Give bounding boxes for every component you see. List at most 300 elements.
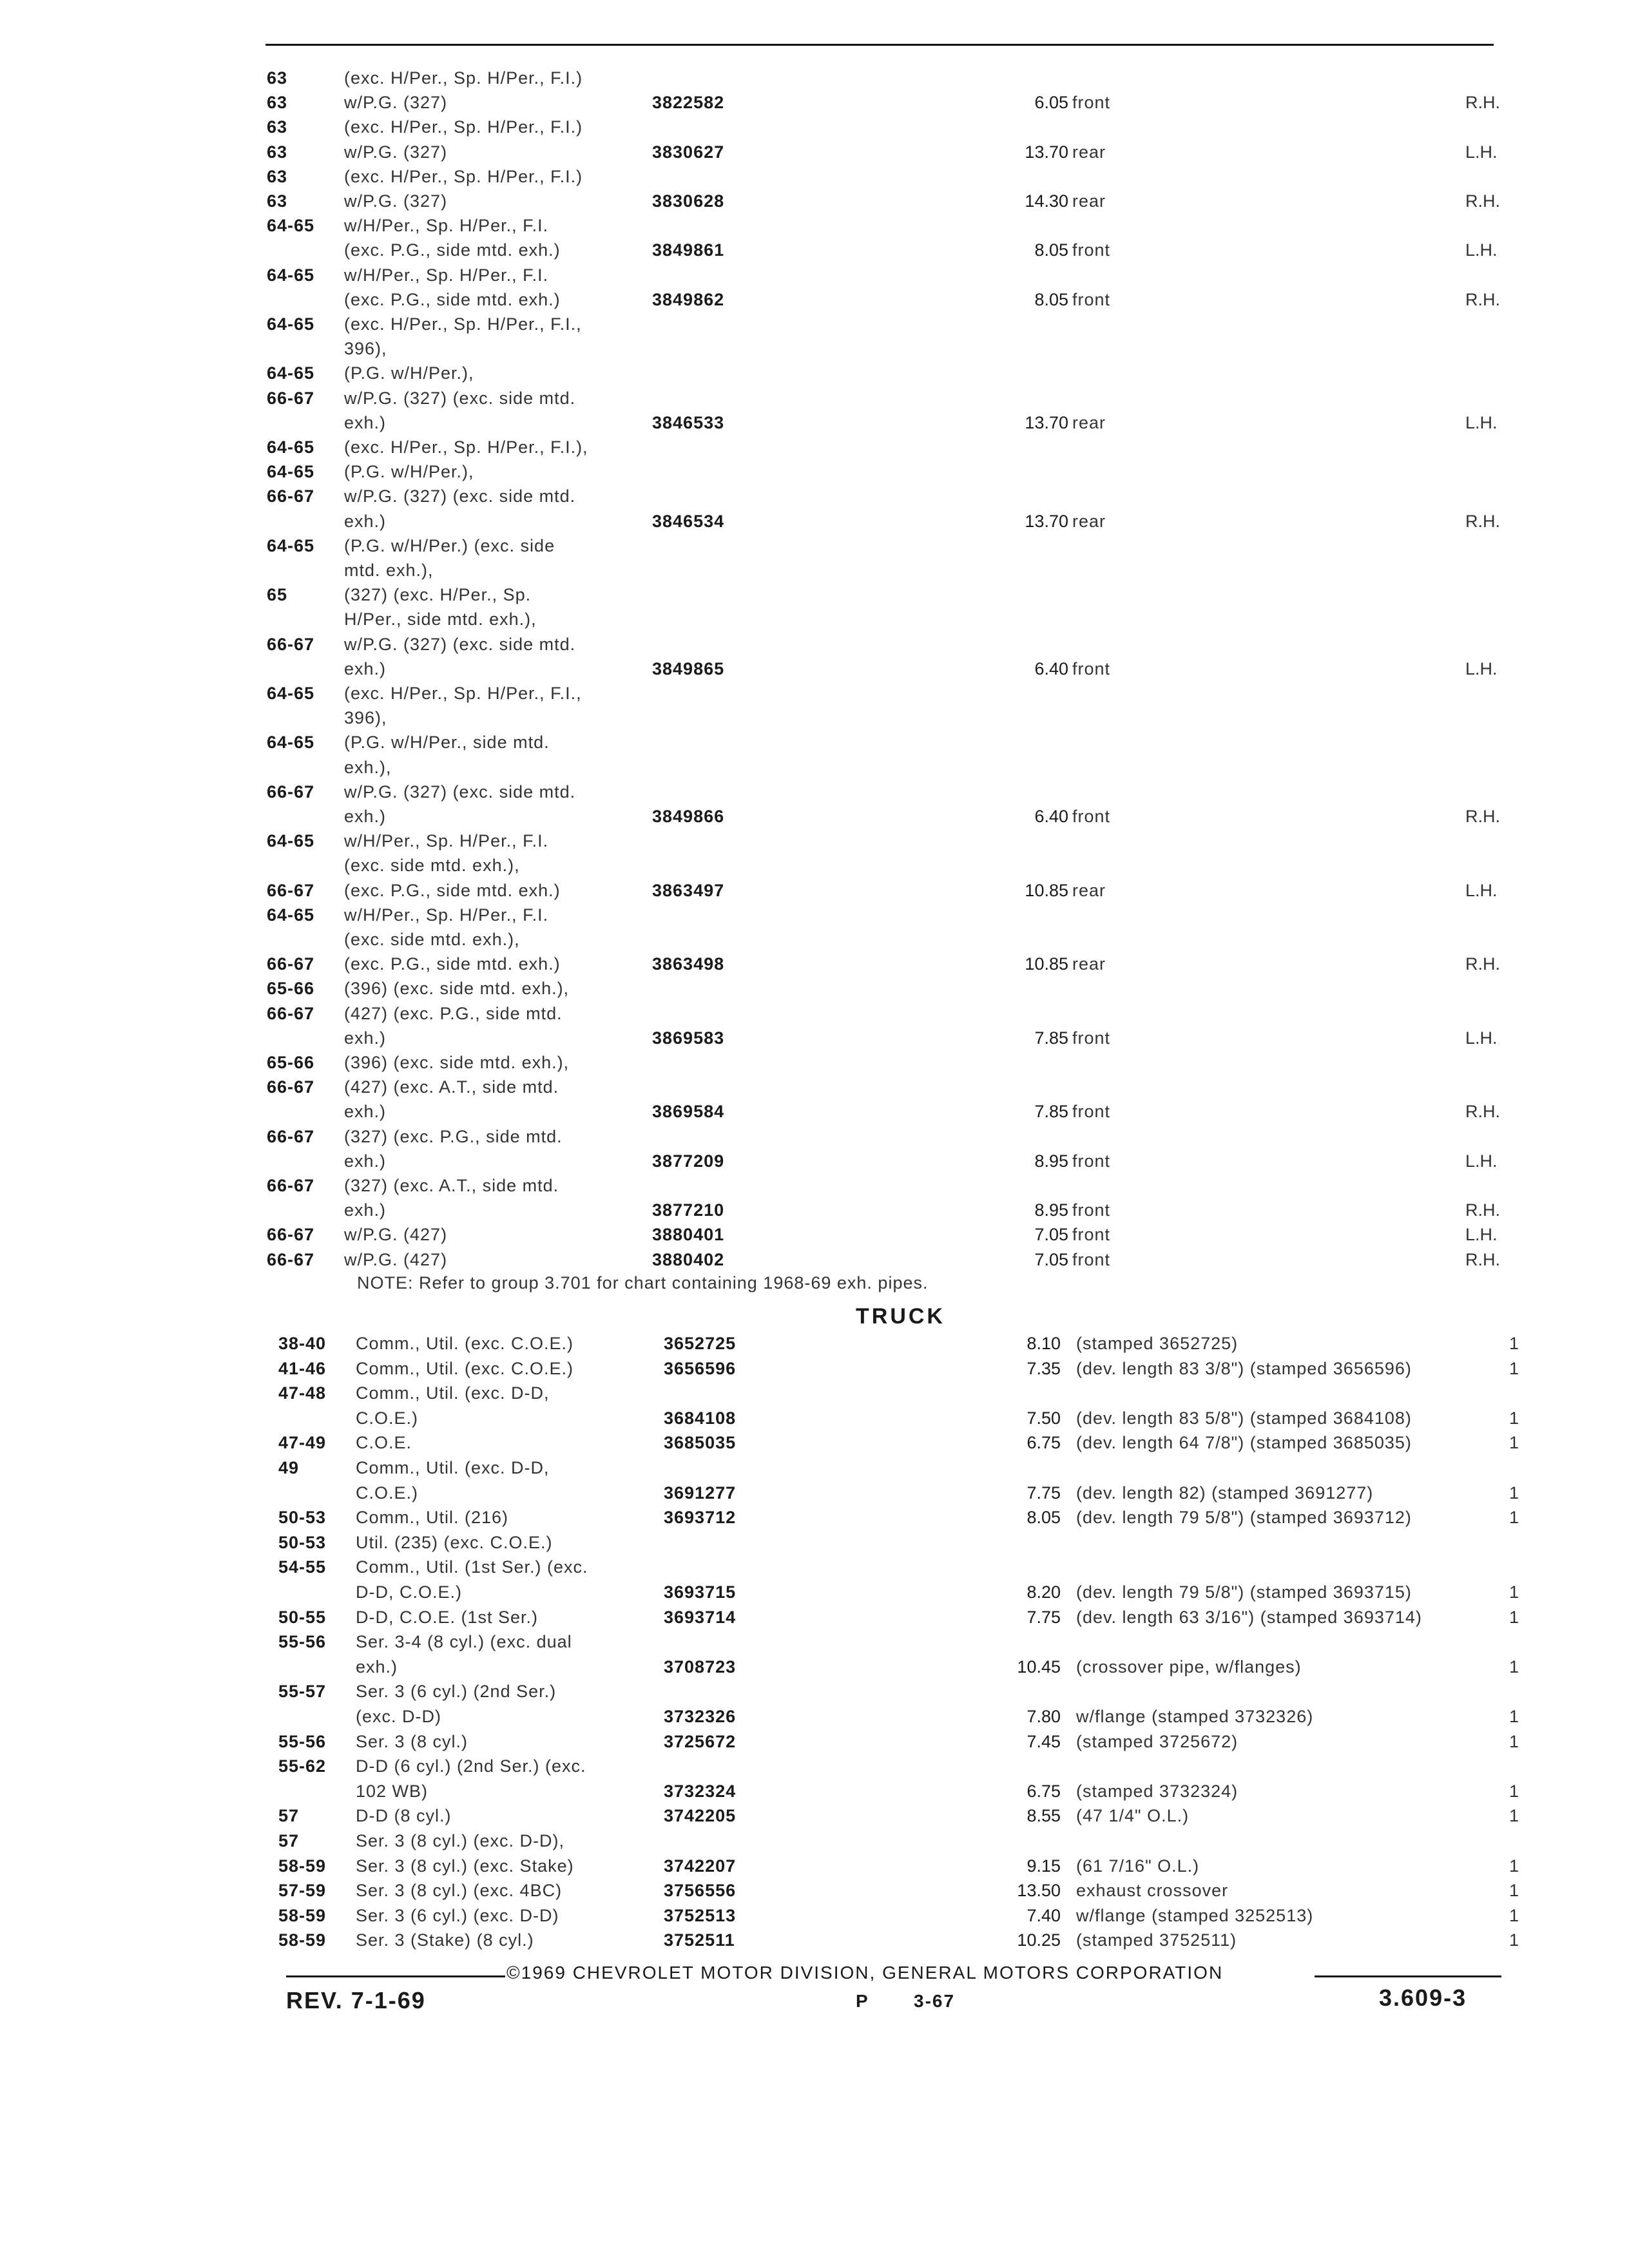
description: exh.): [344, 1200, 387, 1220]
parts-row: [267, 510, 1510, 532]
quantity: 1: [1509, 1483, 1519, 1503]
part-number: 3846534: [652, 511, 725, 531]
price: 8.05: [1034, 289, 1068, 309]
description: (396) (exc. side mtd. exh.),: [344, 1053, 570, 1072]
model-year: 50-53: [278, 1508, 327, 1528]
parts-row: [267, 977, 1510, 999]
model-year: 57: [278, 1806, 300, 1826]
parts-row: [267, 805, 1510, 827]
parts-row: [278, 1606, 1522, 1628]
position-note: front: [1072, 1028, 1111, 1048]
part-number: 3863497: [652, 880, 725, 900]
page-number: 3-67: [914, 1991, 956, 2011]
price: 13.50: [1017, 1881, 1061, 1901]
description: (327) (exc. P.G., side mtd.: [344, 1126, 563, 1146]
parts-row: [278, 1680, 1522, 1702]
part-number: 3742205: [664, 1806, 737, 1826]
part-number: 3830627: [652, 142, 725, 162]
model-year: 64-65: [267, 265, 315, 285]
part-number: 3742207: [664, 1856, 737, 1876]
description: w/H/Per., Sp. H/Per., F.I.: [344, 265, 549, 285]
side: L.H.: [1465, 412, 1498, 432]
position-note: front: [1072, 807, 1111, 826]
parts-row: [278, 1332, 1522, 1354]
description: Comm., Util. (216): [356, 1508, 509, 1528]
model-year: 64-65: [267, 733, 315, 753]
part-number: 3880402: [652, 1249, 725, 1269]
description: (exc. H/Per., Sp. H/Per., F.I.): [344, 68, 583, 88]
description: Ser. 3 (Stake) (8 cyl.): [356, 1930, 534, 1950]
parts-row: [267, 1052, 1510, 1073]
model-year: 64-65: [267, 905, 315, 925]
model-year: 50-53: [278, 1532, 327, 1552]
part-number: 3849862: [652, 289, 725, 309]
model-year: 63: [267, 68, 288, 88]
description: (427) (exc. P.G., side mtd.: [344, 1003, 563, 1023]
part-number: 3863498: [652, 954, 725, 974]
part-number: 3822582: [652, 93, 725, 113]
price: 13.70: [1025, 511, 1068, 531]
position-note: front: [1072, 1151, 1111, 1171]
position-note: (dev. length 83 3/8") (stamped 3656596): [1076, 1358, 1412, 1378]
parts-row: [267, 239, 1510, 261]
parts-row: [267, 461, 1510, 483]
description: (exc. side mtd. exh.),: [344, 930, 520, 949]
quantity: 1: [1509, 1856, 1519, 1876]
model-year: 65-66: [267, 1053, 315, 1072]
description: (427) (exc. A.T., side mtd.: [344, 1077, 559, 1097]
description: Util. (235) (exc. C.O.E.): [356, 1532, 553, 1552]
model-year: 55-56: [278, 1731, 327, 1751]
part-number: 3693712: [664, 1508, 737, 1528]
model-year: 47-49: [278, 1433, 327, 1453]
side: R.H.: [1465, 1249, 1500, 1269]
model-year: 63: [267, 142, 288, 162]
part-number: 3869583: [652, 1028, 725, 1048]
parts-row: [267, 215, 1510, 236]
side: L.H.: [1465, 880, 1498, 900]
description: (396) (exc. side mtd. exh.),: [344, 979, 570, 999]
part-number: 3752513: [664, 1905, 737, 1925]
price: 10.25: [1017, 1930, 1061, 1950]
price: 7.75: [1027, 1483, 1061, 1503]
price: 6.40: [1034, 807, 1068, 826]
side: R.H.: [1465, 1200, 1500, 1220]
description: 396),: [344, 339, 387, 359]
price: 8.55: [1027, 1806, 1061, 1826]
position-note: rear: [1072, 954, 1106, 974]
part-number: 3652725: [664, 1334, 737, 1353]
parts-row: [267, 658, 1510, 680]
parts-row: [278, 1457, 1522, 1479]
quantity: 1: [1509, 1607, 1519, 1627]
model-year: 58-59: [278, 1856, 327, 1876]
description: w/P.G. (327) (exc. side mtd.: [344, 634, 576, 654]
top-rule: [265, 44, 1494, 46]
model-year: 66-67: [267, 486, 315, 506]
description: D-D (6 cyl.) (2nd Ser.) (exc.: [356, 1756, 586, 1776]
description: Comm., Util. (exc. D-D,: [356, 1458, 550, 1477]
model-year: 66-67: [267, 1126, 315, 1146]
side: R.H.: [1465, 807, 1500, 826]
price: 13.70: [1025, 412, 1068, 432]
model-year: 66-67: [267, 1249, 315, 1269]
position-note: front: [1072, 240, 1111, 260]
parts-row: [267, 436, 1510, 458]
position-note: (dev. length 79 5/8") (stamped 3693715): [1076, 1582, 1412, 1602]
description: Ser. 3 (8 cyl.) (exc. 4BC): [356, 1881, 563, 1901]
parts-row: [278, 1905, 1522, 1927]
side: L.H.: [1465, 1151, 1498, 1171]
description: (exc. P.G., side mtd. exh.): [344, 954, 561, 974]
position-note: front: [1072, 93, 1111, 113]
side: L.H.: [1465, 1225, 1498, 1245]
description: Ser. 3 (8 cyl.): [356, 1731, 468, 1751]
description: (P.G. w/H/Per., side mtd.: [344, 733, 550, 753]
parts-row: [278, 1929, 1522, 1951]
parts-row: [278, 1432, 1522, 1454]
description: Comm., Util. (exc. D-D,: [356, 1383, 550, 1403]
description: 102 WB): [356, 1781, 429, 1801]
part-number: 3708723: [664, 1657, 737, 1677]
quantity: 1: [1509, 1881, 1519, 1901]
part-number: 3684108: [664, 1408, 737, 1428]
position-note: exhaust crossover: [1076, 1881, 1229, 1901]
model-year: 50-55: [278, 1607, 327, 1627]
description: w/H/Per., Sp. H/Per., F.I.: [344, 216, 549, 236]
model-year: 65-66: [267, 979, 315, 999]
model-year: 64-65: [267, 363, 315, 383]
parts-row: [267, 190, 1510, 212]
parts-row: [267, 953, 1510, 975]
model-year: 66-67: [267, 880, 315, 900]
description: exh.): [344, 1028, 387, 1048]
section-number: 3.609-3: [1379, 1984, 1467, 2011]
part-number: 3725672: [664, 1731, 737, 1751]
model-year: 55-57: [278, 1682, 327, 1702]
price: 8.95: [1034, 1200, 1068, 1220]
description: exh.),: [344, 757, 392, 777]
model-year: 63: [267, 166, 288, 186]
description: (exc. H/Per., Sp. H/Per., F.I.): [344, 166, 583, 186]
price: 7.80: [1027, 1707, 1061, 1726]
footer-rule-left: [286, 1975, 505, 1977]
page-p: P: [856, 1991, 869, 2011]
parts-row: [267, 67, 1510, 89]
parts-row: [267, 756, 1510, 778]
model-year: 66-67: [267, 1225, 315, 1245]
description: exh.): [344, 412, 387, 432]
position-note: (47 1/4" O.L.): [1076, 1806, 1190, 1826]
quantity: 1: [1509, 1731, 1519, 1751]
model-year: 65: [267, 585, 288, 605]
description: (P.G. w/H/Per.),: [344, 363, 474, 383]
description: exh.): [344, 807, 387, 826]
model-year: 63: [267, 93, 288, 113]
parts-row: [267, 387, 1510, 409]
model-year: 66-67: [267, 954, 315, 974]
description: H/Per., side mtd. exh.),: [344, 610, 537, 629]
description: w/P.G. (427): [344, 1225, 448, 1245]
position-note: (dev. length 83 5/8") (stamped 3684108): [1076, 1408, 1412, 1428]
quantity: 1: [1509, 1657, 1519, 1677]
description: (exc. P.G., side mtd. exh.): [344, 880, 561, 900]
side: R.H.: [1465, 1102, 1500, 1122]
quantity: 1: [1509, 1582, 1519, 1602]
parts-row: [267, 313, 1510, 335]
description: Comm., Util. (exc. C.O.E.): [356, 1334, 574, 1353]
description: (exc. H/Per., Sp. H/Per., F.I.,: [344, 314, 582, 334]
description: exh.): [344, 658, 387, 678]
model-year: 41-46: [278, 1358, 327, 1378]
description: exh.): [356, 1657, 398, 1677]
model-year: 64-65: [267, 684, 315, 703]
price: 7.50: [1027, 1408, 1061, 1428]
position-note: rear: [1072, 191, 1106, 211]
model-year: 55-62: [278, 1756, 327, 1776]
parts-row: [267, 731, 1510, 753]
footer-rule-right: [1315, 1975, 1501, 1977]
description: D-D, C.O.E.): [356, 1582, 462, 1602]
parts-row: [278, 1382, 1522, 1404]
description: exh.): [344, 1151, 387, 1171]
description: w/P.G. (327): [344, 93, 448, 113]
description: w/H/Per., Sp. H/Per., F.I.: [344, 905, 549, 925]
parts-row: [267, 535, 1510, 557]
parts-row: [278, 1855, 1522, 1877]
parts-row: [267, 584, 1510, 606]
model-year: 64-65: [267, 831, 315, 851]
price: 10.45: [1017, 1657, 1061, 1677]
quantity: 1: [1509, 1930, 1519, 1950]
model-year: 66-67: [267, 1003, 315, 1023]
price: 9.15: [1027, 1856, 1061, 1876]
price: 7.45: [1027, 1731, 1061, 1751]
parts-row: [267, 559, 1510, 581]
description: w/P.G. (327): [344, 191, 448, 211]
parts-row: [267, 1027, 1510, 1049]
description: C.O.E.): [356, 1483, 419, 1503]
position-note: front: [1072, 1200, 1111, 1220]
model-year: 63: [267, 117, 288, 137]
description: Ser. 3 (6 cyl.) (exc. D-D): [356, 1905, 559, 1925]
note-text: NOTE: Refer to group 3.701 for chart containing 1968-69 exh. pipes.: [357, 1273, 929, 1293]
parts-row: [267, 682, 1510, 704]
parts-row: [278, 1358, 1522, 1379]
position-note: front: [1072, 1249, 1111, 1269]
description: exh.): [344, 511, 387, 531]
description: C.O.E.: [356, 1433, 412, 1453]
model-year: 57-59: [278, 1881, 327, 1901]
description: (exc. H/Per., Sp. H/Per., F.I.,: [344, 684, 582, 703]
model-year: 66-67: [267, 634, 315, 654]
parts-row: [267, 485, 1510, 507]
price: 7.05: [1034, 1249, 1068, 1269]
price: 6.75: [1027, 1781, 1061, 1801]
copyright-line: ©1969 CHEVROLET MOTOR DIVISION, GENERAL MOTORS CORPORATION: [506, 1963, 1224, 1983]
position-note: front: [1072, 289, 1111, 309]
part-number: 3656596: [664, 1358, 737, 1378]
parts-row: [278, 1532, 1522, 1553]
parts-row: [267, 854, 1510, 876]
parts-row: [267, 633, 1510, 655]
price: 8.05: [1034, 240, 1068, 260]
parts-row: [278, 1581, 1522, 1603]
quantity: 1: [1509, 1806, 1519, 1826]
price: 10.85: [1025, 954, 1068, 974]
quantity: 1: [1509, 1905, 1519, 1925]
part-number: 3752511: [664, 1930, 735, 1950]
position-note: front: [1072, 1225, 1111, 1245]
position-note: (stamped 3725672): [1076, 1731, 1239, 1751]
part-number: 3732326: [664, 1707, 737, 1726]
price: 7.05: [1034, 1225, 1068, 1245]
parts-row: [267, 412, 1510, 434]
parts-row: [278, 1755, 1522, 1777]
parts-row: [267, 1224, 1510, 1245]
position-note: (dev. length 63 3/16") (stamped 3693714): [1076, 1607, 1422, 1627]
position-note: front: [1072, 1102, 1111, 1122]
parts-row: [267, 264, 1510, 286]
price: 8.05: [1027, 1508, 1061, 1528]
price: 7.40: [1027, 1905, 1061, 1925]
side: R.H.: [1465, 289, 1500, 309]
position-note: rear: [1072, 412, 1106, 432]
side: L.H.: [1465, 1028, 1498, 1048]
side: L.H.: [1465, 240, 1498, 260]
parts-row: [267, 362, 1510, 384]
parts-row: [267, 1076, 1510, 1098]
description: Ser. 3 (6 cyl.) (2nd Ser.): [356, 1682, 557, 1702]
position-note: rear: [1072, 511, 1106, 531]
position-note: (crossover pipe, w/flanges): [1076, 1657, 1302, 1677]
price: 6.40: [1034, 658, 1068, 678]
description: w/P.G. (327) (exc. side mtd.: [344, 486, 576, 506]
model-year: 66-67: [267, 1077, 315, 1097]
parts-row: [278, 1482, 1522, 1504]
description: w/H/Per., Sp. H/Per., F.I.: [344, 831, 549, 851]
position-note: (61 7/16" O.L.): [1076, 1856, 1200, 1876]
parts-row: [267, 781, 1510, 803]
parts-row: [267, 1175, 1510, 1196]
part-number: 3756556: [664, 1881, 737, 1901]
description: (exc. H/Per., Sp. H/Per., F.I.): [344, 117, 583, 137]
part-number: 3693714: [664, 1607, 737, 1627]
description: exh.): [344, 1102, 387, 1122]
model-year: 64-65: [267, 314, 315, 334]
part-number: 3849866: [652, 807, 725, 826]
parts-row: [267, 141, 1510, 163]
position-note: (dev. length 64 7/8") (stamped 3685035): [1076, 1433, 1412, 1453]
side: R.H.: [1465, 93, 1500, 113]
side: R.H.: [1465, 954, 1500, 974]
description: Ser. 3 (8 cyl.) (exc. D-D),: [356, 1831, 565, 1850]
truck-heading: TRUCK: [856, 1304, 945, 1329]
description: (exc. side mtd. exh.),: [344, 856, 520, 876]
parts-row: [278, 1506, 1522, 1528]
quantity: 1: [1509, 1433, 1519, 1453]
part-number: 3849861: [652, 240, 725, 260]
parts-row: [267, 91, 1510, 113]
parts-row: [267, 116, 1510, 138]
parts-row: [267, 1100, 1510, 1122]
model-year: 55-56: [278, 1632, 327, 1652]
position-note: w/flange (stamped 3732326): [1076, 1707, 1314, 1726]
price: 13.70: [1025, 142, 1068, 162]
description: Ser. 3 (8 cyl.) (exc. Stake): [356, 1856, 574, 1876]
model-year: 64-65: [267, 437, 315, 457]
position-note: (stamped 3652725): [1076, 1334, 1239, 1353]
description: (exc. P.G., side mtd. exh.): [344, 289, 561, 309]
part-number: 3691277: [664, 1483, 737, 1503]
part-number: 3877210: [652, 1200, 725, 1220]
parts-row: [267, 1003, 1510, 1024]
description: w/P.G. (327) (exc. side mtd.: [344, 782, 576, 802]
model-year: 64-65: [267, 462, 315, 482]
price: 14.30: [1025, 191, 1068, 211]
parts-row: [267, 1199, 1510, 1221]
part-number: 3869584: [652, 1102, 725, 1122]
position-note: front: [1072, 658, 1111, 678]
description: (327) (exc. H/Per., Sp.: [344, 585, 532, 605]
quantity: 1: [1509, 1334, 1519, 1353]
revision-date: REV. 7-1-69: [286, 1987, 426, 2013]
description: C.O.E.): [356, 1408, 419, 1428]
description: Ser. 3-4 (8 cyl.) (exc. dual: [356, 1632, 572, 1652]
description: (exc. H/Per., Sp. H/Per., F.I.),: [344, 437, 588, 457]
part-number: 3830628: [652, 191, 725, 211]
parts-row: [267, 707, 1510, 729]
parts-row: [278, 1805, 1522, 1827]
parts-row: [267, 166, 1510, 187]
part-number: 3685035: [664, 1433, 737, 1453]
description: w/P.G. (427): [344, 1249, 448, 1269]
parts-row: [278, 1556, 1522, 1578]
position-note: (stamped 3732324): [1076, 1781, 1239, 1801]
parts-row: [267, 608, 1510, 630]
price: 7.85: [1034, 1028, 1068, 1048]
part-number: 3849865: [652, 658, 725, 678]
price: 7.85: [1034, 1102, 1068, 1122]
description: D-D, C.O.E. (1st Ser.): [356, 1607, 539, 1627]
description: mtd. exh.),: [344, 561, 434, 580]
position-note: rear: [1072, 880, 1106, 900]
part-number: 3732324: [664, 1781, 737, 1801]
description: w/P.G. (327): [344, 142, 448, 162]
parts-row: [278, 1879, 1522, 1901]
part-number: 3693715: [664, 1582, 737, 1602]
parts-row: [278, 1407, 1522, 1429]
parts-row: [267, 879, 1510, 901]
price: 8.20: [1027, 1582, 1061, 1602]
part-number: 3880401: [652, 1225, 725, 1245]
description: D-D (8 cyl.): [356, 1806, 452, 1826]
model-year: 64-65: [267, 535, 315, 555]
part-number: 3877209: [652, 1151, 725, 1171]
quantity: 1: [1509, 1781, 1519, 1801]
model-year: 58-59: [278, 1905, 327, 1925]
description: 396),: [344, 708, 387, 728]
side: R.H.: [1465, 511, 1500, 531]
parts-row: [278, 1706, 1522, 1727]
model-year: 66-67: [267, 782, 315, 802]
note-line: [357, 1272, 928, 1294]
price: 6.05: [1034, 93, 1068, 113]
price: 8.10: [1027, 1334, 1061, 1353]
description: (P.G. w/H/Per.) (exc. side: [344, 535, 555, 555]
parts-row: [278, 1731, 1522, 1753]
description: w/P.G. (327) (exc. side mtd.: [344, 388, 576, 408]
